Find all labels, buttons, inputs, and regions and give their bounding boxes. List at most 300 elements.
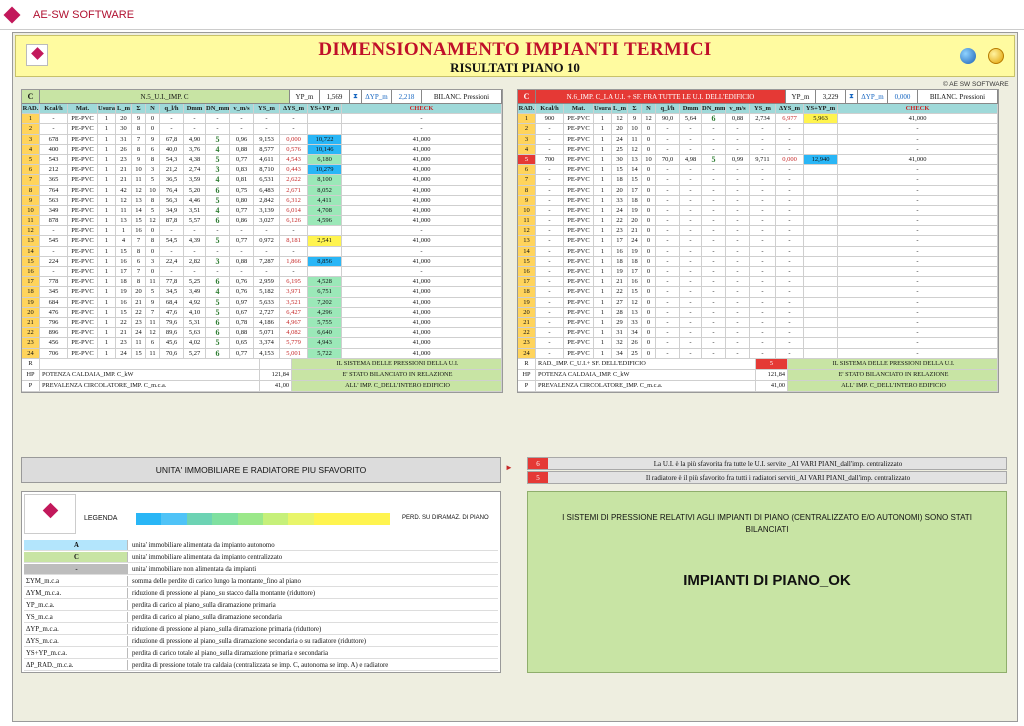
table-cell: - xyxy=(750,277,776,286)
table-cell[interactable]: 15 xyxy=(518,257,536,266)
table-cell[interactable]: 1 xyxy=(22,114,40,123)
table-cell: 15 xyxy=(132,349,146,358)
table-row xyxy=(518,145,998,155)
table-cell: 20 xyxy=(132,287,146,296)
table-cell: - xyxy=(702,165,726,174)
table-cell: 23 xyxy=(116,155,132,164)
table-cell: 9,711 xyxy=(750,155,776,164)
table-cell: - xyxy=(838,308,998,317)
table-cell: - xyxy=(750,145,776,154)
table-cell: 70,0 xyxy=(656,155,680,164)
table-cell[interactable]: 12 xyxy=(518,226,536,235)
table-cell: - xyxy=(750,338,776,347)
table-cell: 10 xyxy=(628,124,642,133)
table-cell: - xyxy=(680,135,702,144)
table-cell: PE-PVC xyxy=(564,196,594,205)
table-cell: 5 xyxy=(702,155,726,164)
legend-desc: riduzione di pressione al piano_sulla diramazione primaria (riduttore) xyxy=(132,626,322,633)
table-cell: 4,98 xyxy=(680,155,702,164)
table-cell[interactable]: 9 xyxy=(22,196,40,205)
table-cell[interactable]: 4 xyxy=(518,145,536,154)
table-row xyxy=(518,287,998,297)
table-cell: PE-PVC xyxy=(68,186,98,195)
dyp-value: 0,000 xyxy=(888,90,918,104)
table-cell[interactable]: 24 xyxy=(518,349,536,358)
table-cell[interactable]: 14 xyxy=(22,247,40,256)
table-cell: - xyxy=(680,206,702,215)
table-row xyxy=(518,206,998,216)
table-cell: 6,483 xyxy=(254,186,280,195)
table-cell xyxy=(308,267,342,276)
legend-key: A xyxy=(24,540,128,550)
table-cell: PE-PVC xyxy=(68,338,98,347)
table-cell: - xyxy=(702,277,726,286)
table-row xyxy=(518,328,998,338)
column-header: Σ xyxy=(628,104,642,113)
table-cell: 8,052 xyxy=(308,186,342,195)
legend-swatch xyxy=(288,513,313,525)
table-cell: 11 xyxy=(146,277,160,286)
table-cell[interactable]: 8 xyxy=(22,186,40,195)
table-cell: 4,967 xyxy=(280,318,308,327)
copyright: © AE SW SOFTWARE xyxy=(943,81,1009,88)
table-cell: - xyxy=(776,298,804,307)
table-cell[interactable]: 18 xyxy=(22,287,40,296)
table-cell: - xyxy=(656,287,680,296)
table-cell[interactable]: 19 xyxy=(518,298,536,307)
table-cell: 0 xyxy=(642,277,656,286)
table-cell: 18 xyxy=(628,257,642,266)
table-cell: 6 xyxy=(702,114,726,123)
table-cell: 4,38 xyxy=(184,155,206,164)
table-cell: 7,202 xyxy=(308,298,342,307)
table-cell: 17 xyxy=(628,267,642,276)
table-cell: - xyxy=(206,124,230,133)
table-cell: - xyxy=(656,175,680,184)
table-cell[interactable]: 12 xyxy=(22,226,40,235)
table-cell: PE-PVC xyxy=(564,175,594,184)
table-cell: - xyxy=(726,135,750,144)
table-cell: 5,27 xyxy=(184,349,206,358)
table-cell: 13 xyxy=(628,155,642,164)
worksheet xyxy=(12,32,1018,722)
table-cell: - xyxy=(776,196,804,205)
panel-tag: C xyxy=(518,90,536,104)
table-cell[interactable]: 21 xyxy=(518,318,536,327)
column-header: RAD. xyxy=(518,105,535,112)
table-cell: 1 xyxy=(594,298,612,307)
report-header xyxy=(15,35,1015,77)
table-row xyxy=(22,267,502,277)
footer-value: 5 xyxy=(756,359,788,369)
table-cell: 2,622 xyxy=(280,175,308,184)
table-cell: - xyxy=(776,175,804,184)
table-cell: 5,25 xyxy=(184,277,206,286)
table-cell[interactable]: 11 xyxy=(518,216,536,225)
table-cell: 1 xyxy=(98,267,116,276)
table-cell: - xyxy=(680,257,702,266)
table-row xyxy=(22,338,502,348)
legend-key: YP_m.c.a. xyxy=(24,600,128,610)
footer-key: P xyxy=(518,381,536,391)
table-cell: 3,76 xyxy=(184,145,206,154)
table-cell: 5,001 xyxy=(280,349,308,358)
column-header: Dmm xyxy=(680,104,702,113)
table-cell: 1 xyxy=(98,165,116,174)
table-cell: 54,3 xyxy=(160,155,184,164)
table-cell: 15 xyxy=(612,165,628,174)
table-cell[interactable]: 22 xyxy=(22,328,40,337)
table-cell: - xyxy=(776,236,804,245)
table-cell: 41,000 xyxy=(342,206,502,215)
table-cell: 0 xyxy=(642,287,656,296)
table-cell: - xyxy=(838,236,998,245)
table-cell: - xyxy=(776,135,804,144)
legend-row xyxy=(24,540,498,551)
table-cell: 4 xyxy=(116,236,132,245)
table-cell: 12 xyxy=(116,196,132,205)
report-title: DIMENSIONAMENTO IMPIANTI TERMICI xyxy=(318,39,712,60)
legend-key: ΔYP_m.c.a. xyxy=(24,624,128,634)
table-cell: 1 xyxy=(98,114,116,123)
table-cell: 1 xyxy=(98,287,116,296)
column-header-row xyxy=(518,104,998,114)
table-cell[interactable]: 16 xyxy=(518,267,536,276)
table-cell: - xyxy=(702,308,726,317)
table-cell: - xyxy=(536,247,564,256)
dyp-value: 2,218 xyxy=(392,90,422,104)
table-cell: 0,972 xyxy=(254,236,280,245)
footer-row xyxy=(22,381,502,392)
fav-text: La U.I. è la più sfavorita fra tutte le U.I. servite _AI VARI PIANI_dall'imp. centralizzato xyxy=(653,460,903,468)
table-cell: 68,4 xyxy=(160,298,184,307)
table-cell[interactable]: 1 xyxy=(518,114,536,123)
table-cell: 0 xyxy=(642,236,656,245)
table-cell: 0 xyxy=(642,135,656,144)
table-cell[interactable]: 23 xyxy=(22,338,40,347)
table-cell[interactable]: 7 xyxy=(22,175,40,184)
table-cell: 2,541 xyxy=(308,236,342,245)
column-header: YS+YP_m xyxy=(804,104,838,113)
table-cell[interactable]: 7 xyxy=(518,175,536,184)
legend-swatch xyxy=(238,513,263,525)
table-cell: - xyxy=(536,135,564,144)
footer-value: 121,84 xyxy=(756,370,788,380)
table-cell: 1 xyxy=(594,196,612,205)
table-cell: - xyxy=(776,349,804,358)
table-cell[interactable]: 17 xyxy=(518,277,536,286)
table-cell[interactable]: 3 xyxy=(518,135,536,144)
table-cell: - xyxy=(726,145,750,154)
table-cell: PE-PVC xyxy=(564,165,594,174)
footer-row xyxy=(22,359,502,370)
table-cell: - xyxy=(230,124,254,133)
footer-label: PREVALENZA CIRCOLATORE_IMP. C_m.c.a. xyxy=(536,381,756,391)
table-cell[interactable]: 5 xyxy=(518,155,536,164)
table-cell xyxy=(804,328,838,337)
table-cell: PE-PVC xyxy=(68,287,98,296)
table-cell: 0 xyxy=(642,247,656,256)
table-cell[interactable]: 20 xyxy=(22,308,40,317)
table-cell: 6,751 xyxy=(308,287,342,296)
table-cell xyxy=(804,124,838,133)
table-cell: - xyxy=(702,175,726,184)
table-cell[interactable]: 5 xyxy=(22,155,40,164)
globe-icon[interactable] xyxy=(960,48,976,64)
table-cell: 1 xyxy=(594,155,612,164)
table-cell: - xyxy=(750,165,776,174)
table-cell: 0,576 xyxy=(280,145,308,154)
table-cell: 22 xyxy=(132,308,146,317)
legend-swatch xyxy=(187,513,212,525)
table-cell: 4 xyxy=(206,206,230,215)
table-cell: 79,6 xyxy=(160,318,184,327)
table-cell[interactable]: 19 xyxy=(22,298,40,307)
legend-key: ΔP_RAD._m.c.a. xyxy=(24,660,128,670)
table-cell: 25 xyxy=(628,349,642,358)
table-cell[interactable]: 11 xyxy=(22,216,40,225)
table-cell: 10,279 xyxy=(308,165,342,174)
table-cell: 1 xyxy=(98,206,116,215)
table-cell: 5 xyxy=(146,175,160,184)
table-cell: - xyxy=(750,267,776,276)
table-cell[interactable]: 3 xyxy=(22,135,40,144)
table-cell: 25 xyxy=(612,145,628,154)
legend-panel xyxy=(21,491,501,673)
table-cell: 20 xyxy=(612,186,628,195)
table-cell: 4,596 xyxy=(308,216,342,225)
table-cell: - xyxy=(750,247,776,256)
table-cell: 1 xyxy=(98,257,116,266)
table-cell: 3,521 xyxy=(280,298,308,307)
table-cell: 0 xyxy=(146,267,160,276)
table-cell: - xyxy=(776,226,804,235)
table-cell[interactable]: 13 xyxy=(22,236,40,245)
table-cell: 15 xyxy=(628,175,642,184)
table-cell: - xyxy=(184,247,206,256)
table-cell[interactable]: 2 xyxy=(22,124,40,133)
table-cell: 11 xyxy=(116,206,132,215)
footer-value: 41,00 xyxy=(260,381,292,391)
table-cell: - xyxy=(680,349,702,358)
legend-desc: riduzione di pressione al piano_su stacco dalla montante (riduttore) xyxy=(132,590,316,597)
table-cell: - xyxy=(656,165,680,174)
table-cell: 36,5 xyxy=(160,175,184,184)
table-cell[interactable]: 15 xyxy=(22,257,40,266)
table-row xyxy=(518,226,998,236)
table-cell[interactable]: 8 xyxy=(518,186,536,195)
table-cell: 796 xyxy=(40,318,68,327)
table-row xyxy=(22,318,502,328)
table-cell[interactable]: 18 xyxy=(518,287,536,296)
table-cell[interactable]: 4 xyxy=(22,145,40,154)
table-cell[interactable]: 16 xyxy=(22,267,40,276)
table-cell: 33 xyxy=(628,318,642,327)
table-cell: - xyxy=(726,206,750,215)
table-cell: - xyxy=(656,206,680,215)
table-cell: 3,971 xyxy=(280,287,308,296)
table-cell[interactable]: 2 xyxy=(518,124,536,133)
table-cell xyxy=(804,216,838,225)
table-cell[interactable]: 22 xyxy=(518,328,536,337)
table-cell: 1 xyxy=(594,277,612,286)
table-cell: 1 xyxy=(98,318,116,327)
table-cell: - xyxy=(702,257,726,266)
table-cell xyxy=(804,338,838,347)
legend-row xyxy=(24,564,498,575)
table-cell[interactable]: 24 xyxy=(22,349,40,358)
table-cell: - xyxy=(680,216,702,225)
table-cell: 21 xyxy=(116,165,132,174)
column-header: N xyxy=(642,104,656,113)
table-cell: - xyxy=(160,267,184,276)
column-header: Mat. xyxy=(68,104,98,113)
table-cell: - xyxy=(776,216,804,225)
table-cell xyxy=(804,349,838,358)
table-row xyxy=(518,165,998,175)
table-cell[interactable]: 6 xyxy=(22,165,40,174)
table-cell: - xyxy=(536,165,564,174)
table-cell: 1,866 xyxy=(280,257,308,266)
legend-desc: perdita di carico al piano_sulla diramazione secondaria xyxy=(132,614,282,621)
table-cell: 29 xyxy=(612,318,628,327)
table-cell: - xyxy=(750,226,776,235)
table-cell: PE-PVC xyxy=(68,124,98,133)
table-cell: PE-PVC xyxy=(564,287,594,296)
table-cell: - xyxy=(750,186,776,195)
table-cell: - xyxy=(40,267,68,276)
table-cell: - xyxy=(206,267,230,276)
table-cell: 8 xyxy=(146,196,160,205)
table-cell: 0 xyxy=(642,196,656,205)
table-cell: 5,963 xyxy=(804,114,838,123)
table-cell: 4,528 xyxy=(308,277,342,286)
table-cell[interactable]: 20 xyxy=(518,308,536,317)
table-cell: 1 xyxy=(594,175,612,184)
table-cell: - xyxy=(726,277,750,286)
table-cell: 9,153 xyxy=(254,135,280,144)
table-cell: 0,76 xyxy=(230,277,254,286)
bilanc-label: BILANC. Pressioni xyxy=(918,90,998,104)
table-cell: 4 xyxy=(206,145,230,154)
table-cell[interactable]: 10 xyxy=(22,206,40,215)
table-cell: 12 xyxy=(628,145,642,154)
table-cell: 0 xyxy=(642,328,656,337)
legend-swatch xyxy=(314,513,339,525)
column-header: CHECK xyxy=(342,104,502,113)
legend-row xyxy=(24,660,498,671)
table-cell: 76,4 xyxy=(160,186,184,195)
table-cell[interactable]: 17 xyxy=(22,277,40,286)
table-cell: 10 xyxy=(146,186,160,195)
column-header: Mat. xyxy=(564,104,594,113)
table-cell: 0 xyxy=(642,165,656,174)
column-header: L_m xyxy=(117,105,130,112)
table-cell[interactable]: 23 xyxy=(518,338,536,347)
table-cell: 3 xyxy=(206,257,230,266)
table-cell: 34 xyxy=(612,349,628,358)
table-cell: PE-PVC xyxy=(68,165,98,174)
table-cell: 3,49 xyxy=(184,287,206,296)
table-cell: PE-PVC xyxy=(564,206,594,215)
table-cell: - xyxy=(838,165,998,174)
column-header: DN_mm xyxy=(206,105,230,112)
table-cell: 0,67 xyxy=(230,308,254,317)
table-cell: - xyxy=(776,318,804,327)
table-cell: 16 xyxy=(132,226,146,235)
table-cell: 6 xyxy=(206,186,230,195)
table-cell: - xyxy=(750,216,776,225)
legend-key: YS_m.c.a xyxy=(24,612,128,622)
table-cell: 19 xyxy=(116,287,132,296)
table-cell: 1 xyxy=(98,338,116,347)
table-cell: 7 xyxy=(132,267,146,276)
table-cell: PE-PVC xyxy=(564,114,594,123)
table-cell: 456 xyxy=(40,338,68,347)
table-cell: - xyxy=(230,267,254,276)
table-row xyxy=(22,155,502,165)
table-cell: - xyxy=(536,145,564,154)
table-cell[interactable]: 14 xyxy=(518,247,536,256)
legend-swatch xyxy=(263,513,288,525)
table-cell[interactable]: 13 xyxy=(518,236,536,245)
table-row xyxy=(22,165,502,175)
legend-logo-icon xyxy=(24,494,76,534)
table-cell: - xyxy=(702,287,726,296)
table-cell: 6,014 xyxy=(280,206,308,215)
footer-green: ALL' IMP. C_DELL'INTERO EDIFICIO xyxy=(292,381,502,391)
help-icon[interactable] xyxy=(988,48,1004,64)
table-cell: 15 xyxy=(132,216,146,225)
table-cell: 4,611 xyxy=(254,155,280,164)
table-cell: 42 xyxy=(116,186,132,195)
legend-desc: unita' immobiliare alimentata da impianto centralizzato xyxy=(132,554,283,561)
table-row xyxy=(22,236,502,246)
table-cell: 6,126 xyxy=(280,216,308,225)
table-cell: - xyxy=(750,236,776,245)
table-cell: 678 xyxy=(40,135,68,144)
table-cell: 1 xyxy=(594,186,612,195)
table-cell[interactable]: 9 xyxy=(518,196,536,205)
table-cell: 41,000 xyxy=(342,165,502,174)
table-cell[interactable]: 10 xyxy=(518,206,536,215)
table-cell: - xyxy=(702,145,726,154)
table-cell: 1 xyxy=(98,277,116,286)
table-cell: 8 xyxy=(146,236,160,245)
table-cell: PE-PVC xyxy=(564,155,594,164)
footer-green: IL SISTEMA DELLE PRESSIONI DELLA U.I. xyxy=(292,359,502,369)
table-cell: - xyxy=(838,196,998,205)
footer-row xyxy=(518,381,998,392)
table-cell: 1 xyxy=(98,135,116,144)
panel-ui-sfavorita xyxy=(517,89,999,393)
table-cell: 90,0 xyxy=(656,114,680,123)
table-cell: - xyxy=(280,267,308,276)
table-cell[interactable]: 21 xyxy=(22,318,40,327)
table-cell[interactable]: 6 xyxy=(518,165,536,174)
column-header: YS_m xyxy=(750,104,776,113)
legend-key: - xyxy=(24,564,128,574)
footer-label xyxy=(40,359,260,369)
table-row xyxy=(518,175,998,185)
sfavorito-label: UNITA' IMMOBILIARE E RADIATORE PIU SFAVORITO xyxy=(21,457,501,483)
table-row xyxy=(22,349,502,359)
table-cell: - xyxy=(776,186,804,195)
table-cell: - xyxy=(536,267,564,276)
legend-desc: perdita di carico totale al piano_sulla diramazione primaria e secondaria xyxy=(132,650,329,657)
table-cell: 0,75 xyxy=(230,186,254,195)
table-cell: 5,182 xyxy=(254,287,280,296)
